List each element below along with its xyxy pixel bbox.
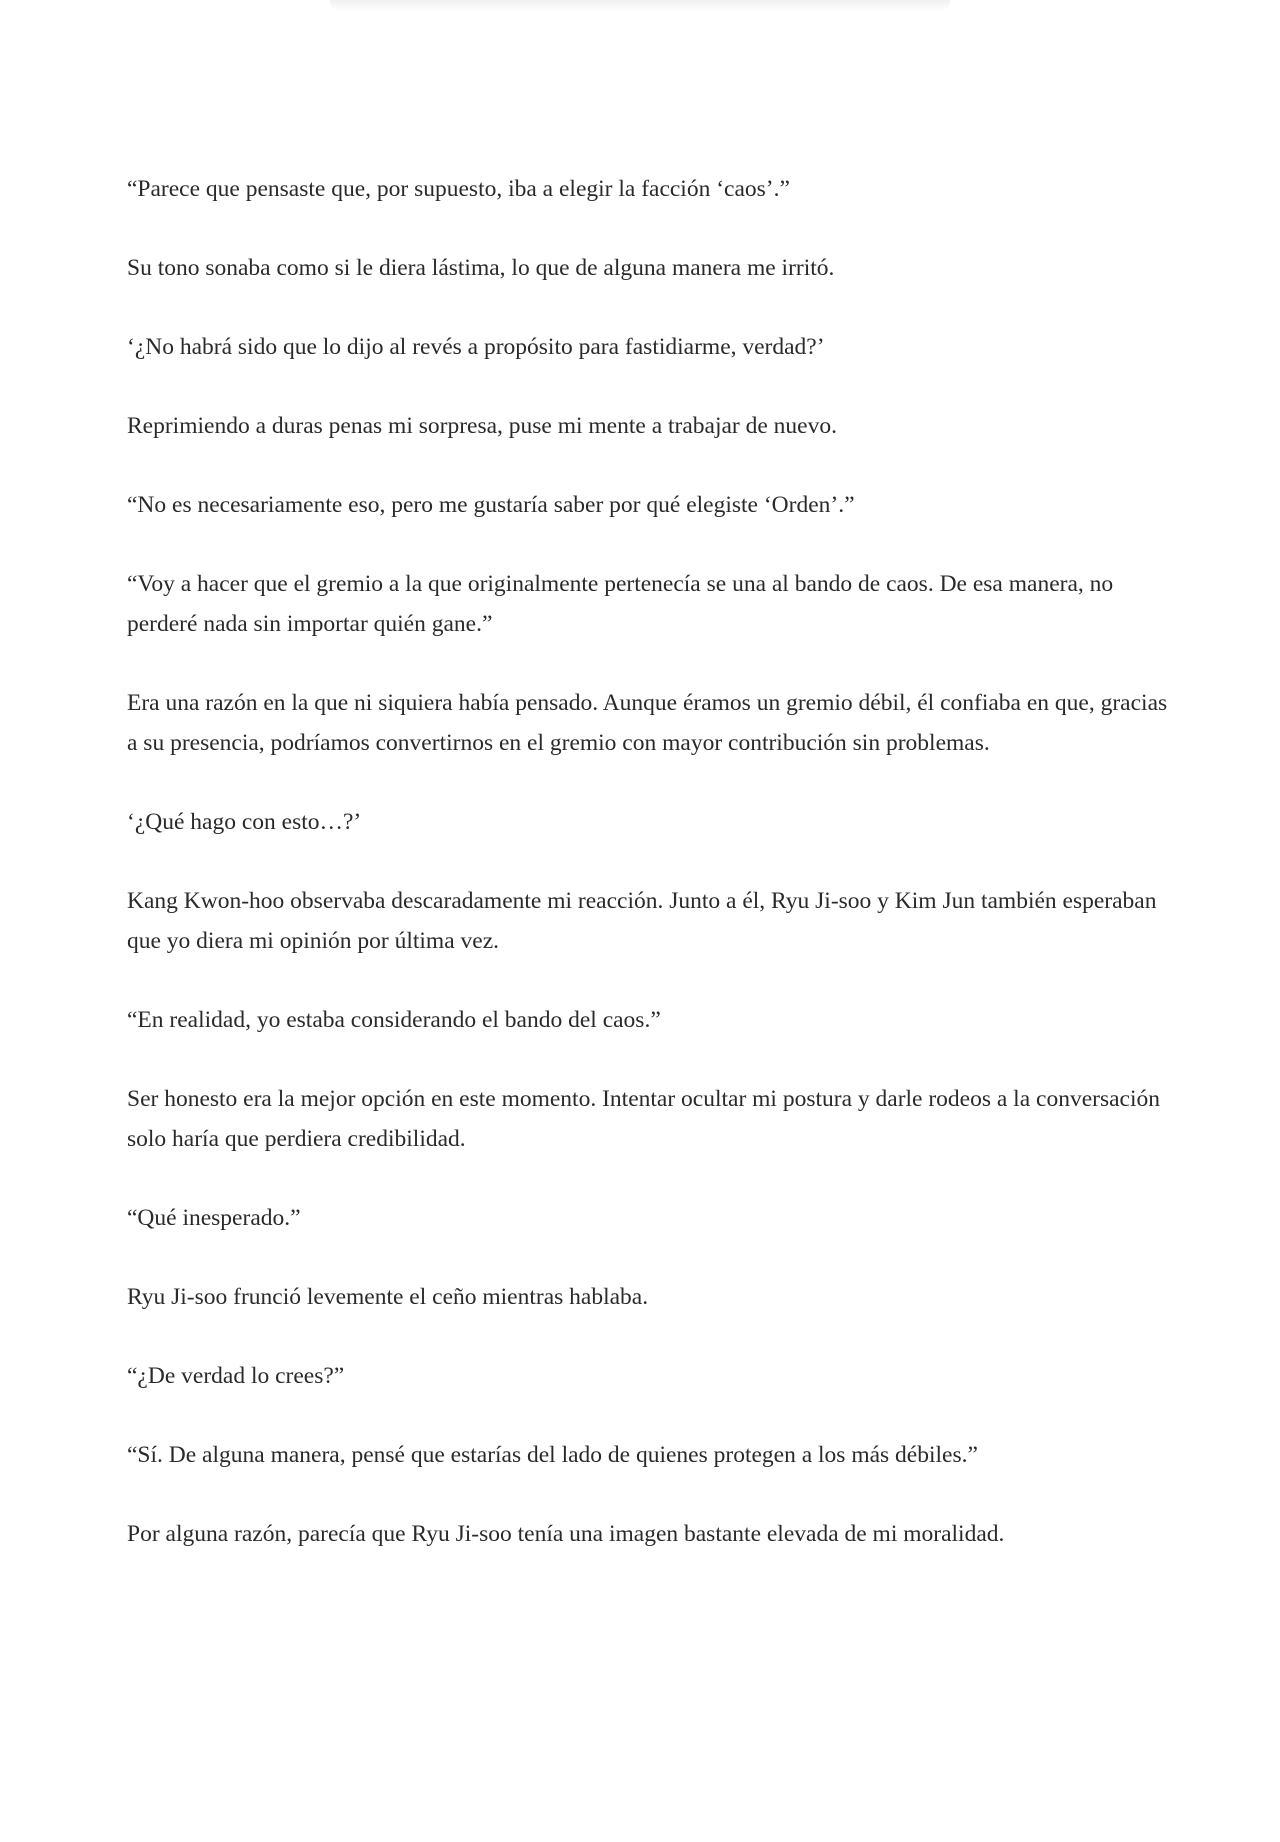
- paragraph: Por alguna razón, parecía que Ryu Ji-soo tenía una imagen bastante elevada de mi moralidad.: [127, 1521, 1005, 1547]
- paragraph: Kang Kwon-hoo observaba descaradamente mi reacción. Junto a él, Ryu Ji-soo y Kim Jun también esperaban que yo diera mi opinión por última vez.: [127, 888, 1157, 954]
- paragraph: ‘¿No habrá sido que lo dijo al revés a propósito para fastidiarme, verdad?’: [127, 334, 825, 360]
- paragraph: “No es necesariamente eso, pero me gustaría saber por qué elegiste ‘Orden’.”: [127, 492, 855, 518]
- paragraph: “Qué inesperado.”: [127, 1205, 301, 1231]
- paragraph: “Voy a hacer que el gremio a la que originalmente pertenecía se una al bando de caos. De esa manera, no perderé nada sin importar quién gane.”: [127, 571, 1114, 637]
- document-body: [127, 169, 1172, 1593]
- paragraph: Ryu Ji-soo frunció levemente el ceño mientras hablaba.: [127, 1284, 649, 1310]
- paragraph: “¿De verdad lo crees?”: [127, 1363, 345, 1389]
- paragraph: “Parece que pensaste que, por supuesto, iba a elegir la facción ‘caos’.”: [127, 176, 790, 202]
- paragraph: Era una razón en la que ni siquiera había pensado. Aunque éramos un gremio débil, él confiaba en que, gracias a su presencia, podríamos convertirnos en el gremio con mayor contribución sin problemas.: [127, 690, 1168, 756]
- paragraph: Su tono sonaba como si le diera lástima, lo que de alguna manera me irritó.: [127, 255, 835, 281]
- paragraph: Reprimiendo a duras penas mi sorpresa, puse mi mente a trabajar de nuevo.: [127, 413, 837, 439]
- paragraph: “Sí. De alguna manera, pensé que estarías del lado de quienes protegen a los más débiles.”: [127, 1442, 978, 1468]
- paragraph: “En realidad, yo estaba considerando el bando del caos.”: [127, 1007, 661, 1033]
- paragraph: ‘¿Qué hago con esto…?’: [127, 809, 362, 835]
- paragraph: Ser honesto era la mejor opción en este momento. Intentar ocultar mi postura y darle rodeos a la conversación solo haría que perdiera credibilidad.: [127, 1086, 1160, 1152]
- top-shadow: [330, 0, 950, 12]
